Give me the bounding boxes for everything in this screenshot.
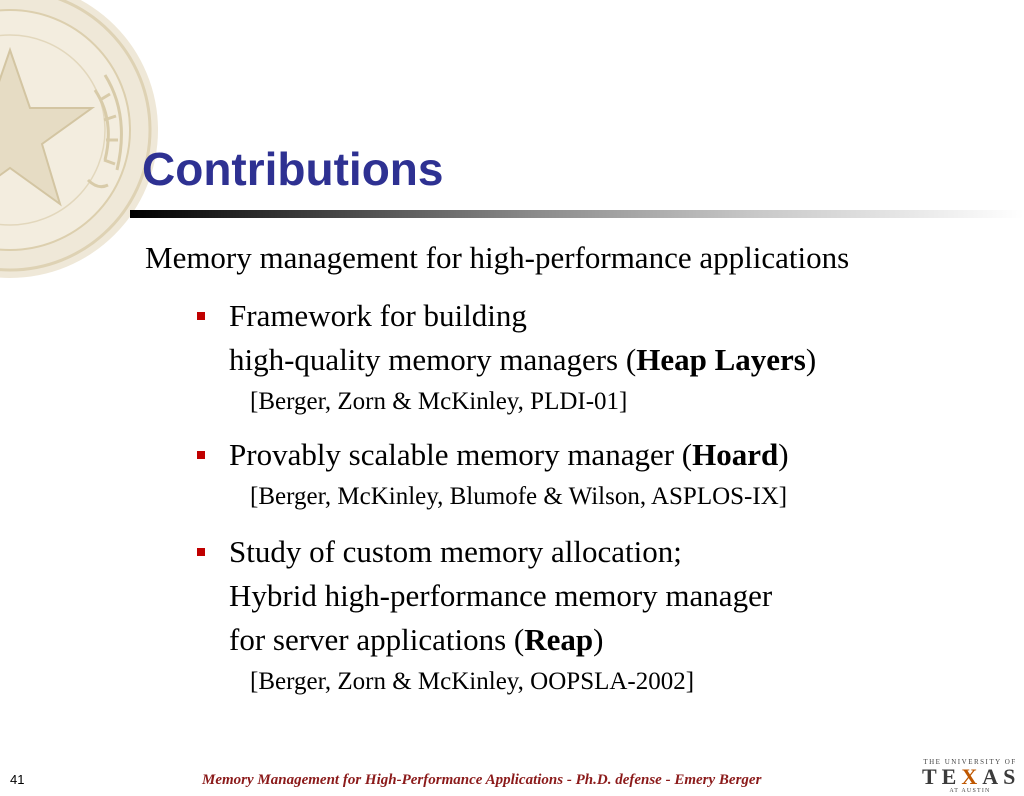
item-line: Provably scalable memory manager (Hoard) xyxy=(229,437,789,472)
slide-body xyxy=(145,236,1005,701)
list-item-heap-layers xyxy=(229,294,1005,421)
project-name: Heap Layers xyxy=(636,342,806,377)
main-point: Memory management for high-performance applications xyxy=(145,240,850,275)
square-bullet-icon xyxy=(197,312,205,320)
item-line: Study of custom memory allocation; xyxy=(229,534,682,569)
title-divider xyxy=(130,210,1024,218)
citation: [Berger, Zorn & McKinley, OOPSLA-2002] xyxy=(250,668,695,695)
square-bullet-icon xyxy=(197,548,205,556)
list-item-reap xyxy=(229,530,1005,701)
footer-text: Memory Management for High-Performance Applications - Ph.D. defense - Emery Berger xyxy=(202,772,762,788)
square-bullet-icon xyxy=(197,451,205,459)
page-number: 41 xyxy=(10,772,25,787)
item-line: Framework for building xyxy=(229,298,527,333)
slide-title: Contributions xyxy=(142,143,444,195)
project-name: Hoard xyxy=(692,437,779,472)
citation: [Berger, McKinley, Blumofe & Wilson, ASPLOS-IX] xyxy=(250,483,788,510)
project-name: Reap xyxy=(524,622,594,657)
logo-line: THE UNIVERSITY OF xyxy=(923,758,1017,766)
ut-austin-logo xyxy=(922,758,1021,796)
logo-line: AT AUSTIN xyxy=(949,788,991,794)
item-line: Hybrid high-performance memory manager xyxy=(229,578,773,613)
item-line: high-quality memory managers (Heap Layers) xyxy=(229,342,817,377)
texas-seal-watermark-icon xyxy=(0,0,160,280)
item-line: for server applications (Reap) xyxy=(229,622,604,657)
list-item-hoard xyxy=(229,433,1005,516)
logo-wordmark: TEXAS xyxy=(922,764,1021,789)
citation: [Berger, Zorn & McKinley, PLDI-01] xyxy=(250,388,628,415)
